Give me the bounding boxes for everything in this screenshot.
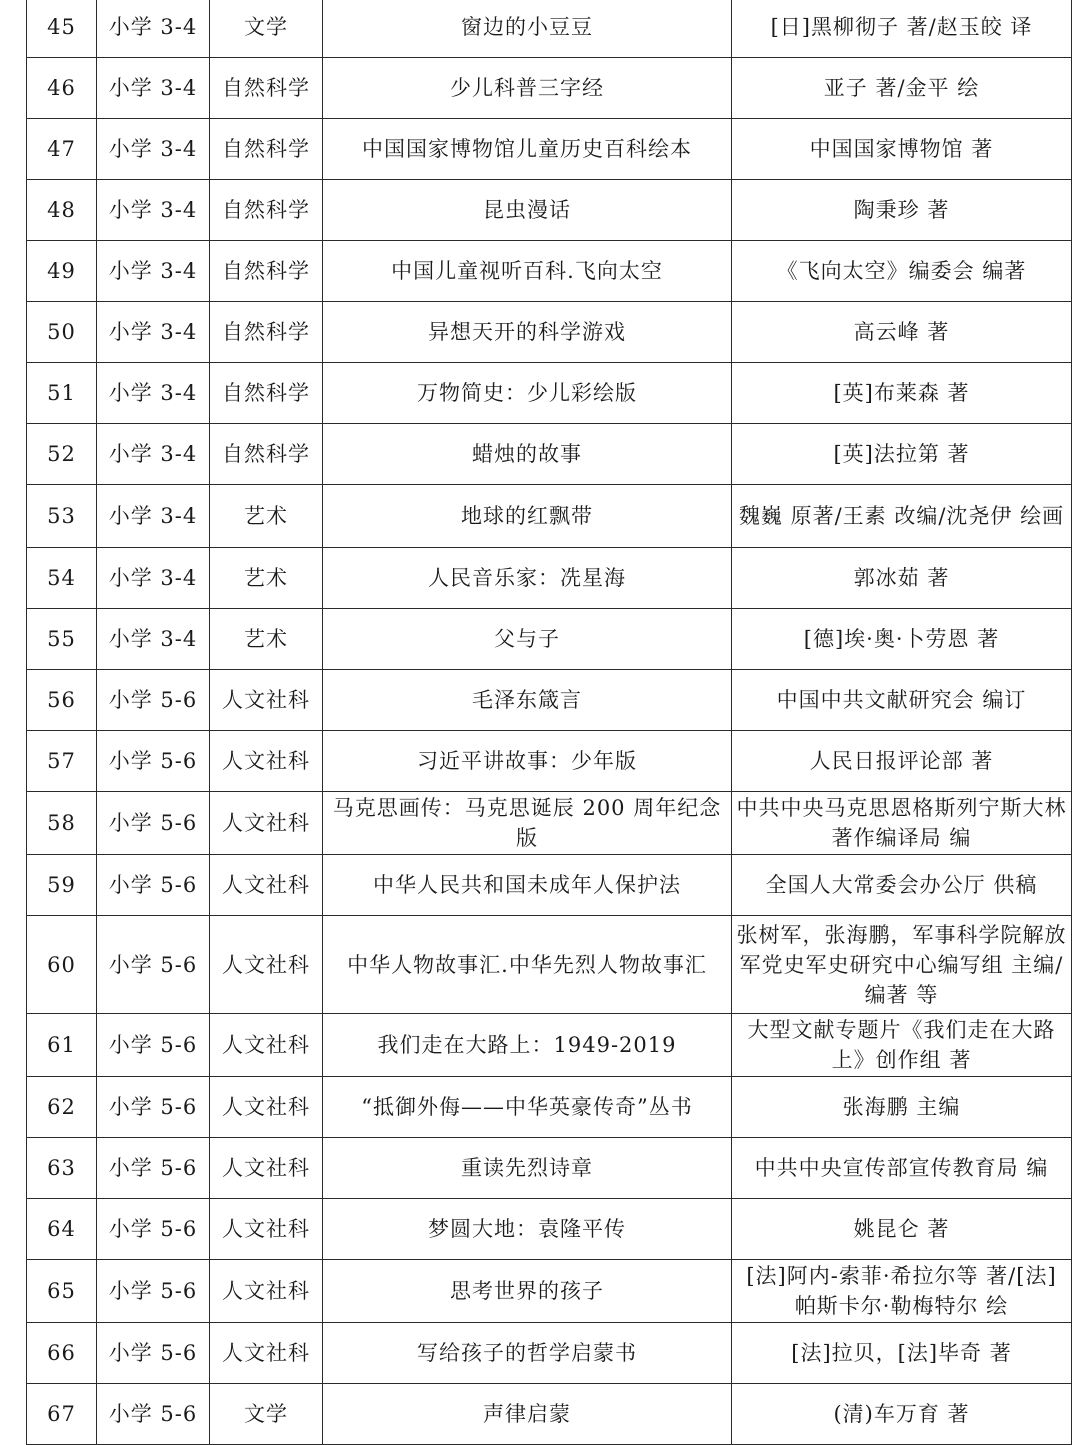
title-cell: 蜡烛的故事	[323, 424, 732, 485]
author-cell: 中国中共文献研究会 编订	[732, 670, 1072, 731]
table-row	[27, 424, 1072, 485]
title-cell: 中华人物故事汇.中华先烈人物故事汇	[323, 916, 732, 1014]
title-cell: 中华人民共和国未成年人保护法	[323, 855, 732, 916]
grade-cell: 小学 5-6	[97, 1077, 210, 1138]
category-cell: 自然科学	[210, 119, 323, 180]
row-number: 49	[27, 241, 97, 302]
author-cell: 亚子 著/金平 绘	[732, 58, 1072, 119]
title-cell: 异想天开的科学游戏	[323, 302, 732, 363]
row-number: 64	[27, 1199, 97, 1260]
title-cell: 重读先烈诗章	[323, 1138, 732, 1199]
table-row	[27, 609, 1072, 670]
category-cell: 艺术	[210, 609, 323, 670]
row-number: 56	[27, 670, 97, 731]
row-number: 48	[27, 180, 97, 241]
category-cell: 人文社科	[210, 670, 323, 731]
table-row	[27, 731, 1072, 792]
grade-cell: 小学 3-4	[97, 609, 210, 670]
title-cell: 地球的红飘带	[323, 485, 732, 548]
category-cell: 自然科学	[210, 180, 323, 241]
row-number: 61	[27, 1014, 97, 1077]
category-cell: 人文社科	[210, 1260, 323, 1323]
category-cell: 人文社科	[210, 1014, 323, 1077]
title-cell: 马克思画传：马克思诞辰 200 周年纪念版	[323, 792, 732, 855]
grade-cell: 小学 5-6	[97, 670, 210, 731]
category-cell: 人文社科	[210, 1323, 323, 1384]
table-row	[27, 1077, 1072, 1138]
grade-cell: 小学 5-6	[97, 1384, 210, 1445]
category-cell: 文学	[210, 1384, 323, 1445]
title-cell: 中国儿童视听百科.飞向太空	[323, 241, 732, 302]
category-cell: 艺术	[210, 485, 323, 548]
category-cell: 人文社科	[210, 731, 323, 792]
table-row	[27, 1014, 1072, 1077]
grade-cell: 小学 3-4	[97, 302, 210, 363]
table-row	[27, 1384, 1072, 1445]
title-cell: 声律启蒙	[323, 1384, 732, 1445]
author-cell: 人民日报评论部 著	[732, 731, 1072, 792]
title-cell: 中国国家博物馆儿童历史百科绘本	[323, 119, 732, 180]
table-row	[27, 119, 1072, 180]
author-cell: 高云峰 著	[732, 302, 1072, 363]
category-cell: 人文社科	[210, 792, 323, 855]
row-number: 65	[27, 1260, 97, 1323]
grade-cell: 小学 3-4	[97, 119, 210, 180]
table-row	[27, 548, 1072, 609]
title-cell: 父与子	[323, 609, 732, 670]
table-row	[27, 302, 1072, 363]
author-cell: 大型文献专题片《我们走在大路上》创作组 著	[732, 1014, 1072, 1077]
table-row	[27, 670, 1072, 731]
category-cell: 人文社科	[210, 1077, 323, 1138]
table-row	[27, 485, 1072, 548]
category-cell: 自然科学	[210, 241, 323, 302]
title-cell: 梦圆大地：袁隆平传	[323, 1199, 732, 1260]
category-cell: 自然科学	[210, 363, 323, 424]
table-row	[27, 363, 1072, 424]
author-cell: [日]黑柳彻子 著/赵玉皎 译	[732, 0, 1072, 58]
author-cell: 中国国家博物馆 著	[732, 119, 1072, 180]
grade-cell: 小学 5-6	[97, 1260, 210, 1323]
row-number: 63	[27, 1138, 97, 1199]
table-row	[27, 1199, 1072, 1260]
title-cell: 人民音乐家：冼星海	[323, 548, 732, 609]
title-cell: 写给孩子的哲学启蒙书	[323, 1323, 732, 1384]
category-cell: 人文社科	[210, 1138, 323, 1199]
author-cell: [法]拉贝，[法]毕奇 著	[732, 1323, 1072, 1384]
grade-cell: 小学 3-4	[97, 548, 210, 609]
title-cell: 少儿科普三字经	[323, 58, 732, 119]
row-number: 66	[27, 1323, 97, 1384]
row-number: 59	[27, 855, 97, 916]
category-cell: 人文社科	[210, 916, 323, 1014]
row-number: 53	[27, 485, 97, 548]
grade-cell: 小学 5-6	[97, 1199, 210, 1260]
row-number: 60	[27, 916, 97, 1014]
table-row	[27, 58, 1072, 119]
row-number: 45	[27, 0, 97, 58]
table-row	[27, 855, 1072, 916]
title-cell: 昆虫漫话	[323, 180, 732, 241]
row-number: 62	[27, 1077, 97, 1138]
row-number: 67	[27, 1384, 97, 1445]
author-cell: 魏巍 原著/王素 改编/沈尧伊 绘画	[732, 485, 1072, 548]
grade-cell: 小学 5-6	[97, 1323, 210, 1384]
table-row	[27, 1323, 1072, 1384]
author-cell: 郭冰茹 著	[732, 548, 1072, 609]
category-cell: 人文社科	[210, 1199, 323, 1260]
grade-cell: 小学 3-4	[97, 58, 210, 119]
row-number: 57	[27, 731, 97, 792]
table-row	[27, 241, 1072, 302]
category-cell: 文学	[210, 0, 323, 58]
author-cell: 张海鹏 主编	[732, 1077, 1072, 1138]
title-cell: 思考世界的孩子	[323, 1260, 732, 1323]
grade-cell: 小学 3-4	[97, 241, 210, 302]
author-cell: 中共中央马克思恩格斯列宁斯大林著作编译局 编	[732, 792, 1072, 855]
grade-cell: 小学 5-6	[97, 855, 210, 916]
title-cell: 窗边的小豆豆	[323, 0, 732, 58]
category-cell: 自然科学	[210, 424, 323, 485]
title-cell: “抵御外侮——中华英豪传奇”丛书	[323, 1077, 732, 1138]
row-number: 55	[27, 609, 97, 670]
author-cell: [法]阿内-索菲·希拉尔等 著/[法]帕斯卡尔·勒梅特尔 绘	[732, 1260, 1072, 1323]
title-cell: 习近平讲故事：少年版	[323, 731, 732, 792]
table-row	[27, 180, 1072, 241]
category-cell: 人文社科	[210, 855, 323, 916]
author-cell: 姚昆仑 著	[732, 1199, 1072, 1260]
grade-cell: 小学 5-6	[97, 792, 210, 855]
row-number: 46	[27, 58, 97, 119]
row-number: 58	[27, 792, 97, 855]
row-number: 54	[27, 548, 97, 609]
grade-cell: 小学 3-4	[97, 485, 210, 548]
row-number: 51	[27, 363, 97, 424]
author-cell: (清)车万育 著	[732, 1384, 1072, 1445]
table-row	[27, 1260, 1072, 1323]
author-cell: [英]法拉第 著	[732, 424, 1072, 485]
author-cell: 陶秉珍 著	[732, 180, 1072, 241]
table-row	[27, 0, 1072, 58]
grade-cell: 小学 3-4	[97, 363, 210, 424]
grade-cell: 小学 5-6	[97, 1138, 210, 1199]
table-row	[27, 792, 1072, 855]
grade-cell: 小学 3-4	[97, 180, 210, 241]
grade-cell: 小学 5-6	[97, 916, 210, 1014]
table-row	[27, 1138, 1072, 1199]
grade-cell: 小学 3-4	[97, 0, 210, 58]
title-cell: 毛泽东箴言	[323, 670, 732, 731]
author-cell: 《飞向太空》编委会 编著	[732, 241, 1072, 302]
category-cell: 自然科学	[210, 58, 323, 119]
row-number: 50	[27, 302, 97, 363]
category-cell: 自然科学	[210, 302, 323, 363]
table-row	[27, 916, 1072, 1014]
author-cell: 张树军，张海鹏，军事科学院解放军党史军史研究中心编写组 主编/编著 等	[732, 916, 1072, 1014]
grade-cell: 小学 5-6	[97, 1014, 210, 1077]
grade-cell: 小学 3-4	[97, 424, 210, 485]
category-cell: 艺术	[210, 548, 323, 609]
author-cell: 全国人大常委会办公厅 供稿	[732, 855, 1072, 916]
row-number: 47	[27, 119, 97, 180]
grade-cell: 小学 5-6	[97, 731, 210, 792]
author-cell: 中共中央宣传部宣传教育局 编	[732, 1138, 1072, 1199]
title-cell: 万物简史：少儿彩绘版	[323, 363, 732, 424]
row-number: 52	[27, 424, 97, 485]
author-cell: [德]埃·奥·卜劳恩 著	[732, 609, 1072, 670]
booklist-table	[26, 0, 1072, 1445]
title-cell: 我们走在大路上：1949-2019	[323, 1014, 732, 1077]
author-cell: [英]布莱森 著	[732, 363, 1072, 424]
